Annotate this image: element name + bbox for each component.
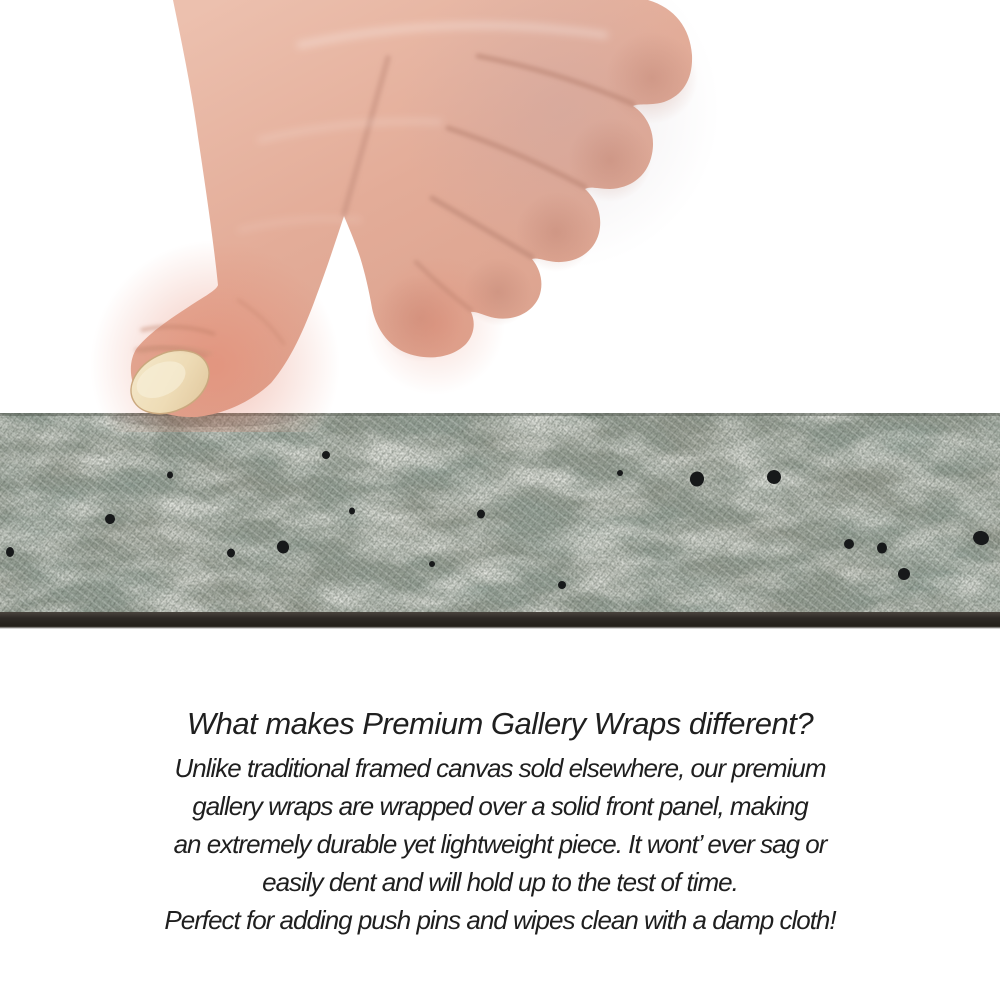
info-line-3: an extremely durable yet lightweight piece. It wont’ ever sag or [173, 829, 827, 859]
hand-pressing-thumb-illustration [0, 0, 1000, 432]
info-line-1: Unlike traditional framed canvas sold elsewhere, our premium [174, 753, 826, 783]
canvas-texture [0, 413, 1000, 629]
info-line-4: easily dent and will hold up to the test of time. [262, 867, 738, 897]
info-heading: What makes Premium Gallery Wraps different? [186, 706, 814, 741]
canvas-edge-strip [0, 413, 1000, 629]
canvas-board-edge [0, 612, 1000, 629]
hand-silhouette [90, 0, 720, 432]
hand-image [0, 0, 1000, 432]
index-pressure-tint [365, 255, 505, 395]
canvas-fabric [0, 413, 1000, 614]
info-text-block [0, 704, 1000, 939]
info-line-5: Perfect for adding push pins and wipes clean with a damp cloth! [164, 905, 836, 935]
info-line-2: gallery wraps are wrapped over a solid front panel, making [192, 791, 808, 821]
